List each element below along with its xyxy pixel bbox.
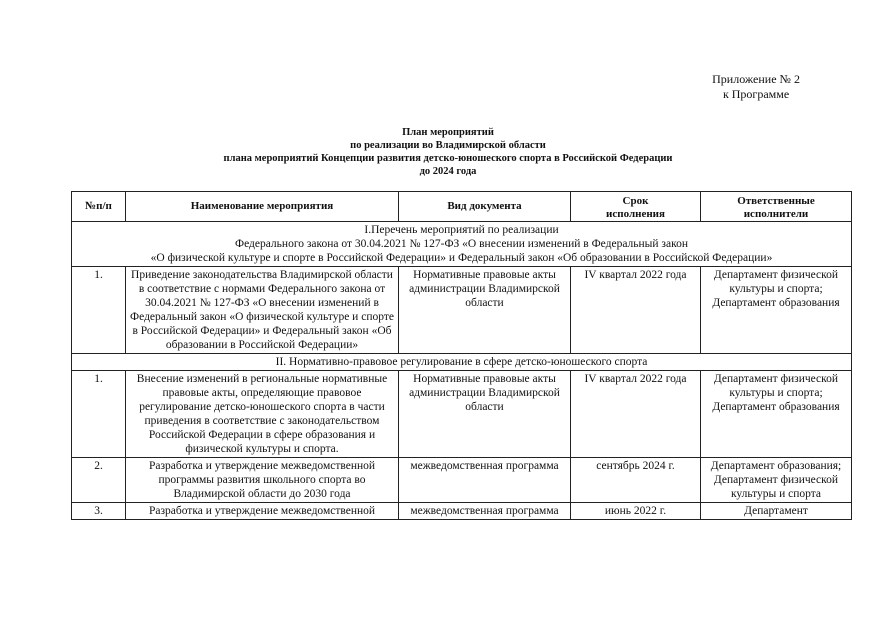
- row-resp: Департамент физической культуры и спорта; Департамент образования: [701, 267, 852, 354]
- appendix-line-2: к Программе: [722, 87, 790, 101]
- table-header-row: [72, 192, 852, 222]
- section-2-row: [72, 354, 852, 371]
- header-resp: Ответственные исполнители: [701, 192, 852, 222]
- header-num: №п/п: [72, 192, 126, 222]
- row-name: Разработка и утверждение межведомственной программы развития школьного спорта во Владимирской области до 2030 года: [126, 458, 399, 503]
- row-doc: Нормативные правовые акты администрации Владимирской области: [399, 267, 571, 354]
- row-resp: Департамент: [701, 503, 852, 520]
- row-num: 3.: [72, 503, 126, 520]
- table-row: [72, 371, 852, 458]
- row-resp: Департамент физической культуры и спорта; Департамент образования: [701, 371, 852, 458]
- row-doc: межведомственная программа: [399, 503, 571, 520]
- row-resp: Департамент образования; Департамент физической культуры и спорта: [701, 458, 852, 503]
- document-title: [0, 126, 896, 178]
- table-row: [72, 267, 852, 354]
- table-row: [72, 458, 852, 503]
- table-row: [72, 503, 852, 520]
- header-term: Срок исполнения: [571, 192, 701, 222]
- appendix-label: [712, 72, 800, 102]
- plan-table: [71, 191, 852, 520]
- section-2-title: II. Нормативно-правовое регулирование в сфере детско-юношеского спорта: [72, 354, 852, 371]
- row-doc: межведомственная программа: [399, 458, 571, 503]
- row-name: Разработка и утверждение межведомственной: [126, 503, 399, 520]
- header-doc: Вид документа: [399, 192, 571, 222]
- title-line-4: до 2024 года: [419, 166, 477, 177]
- row-num: 1.: [72, 371, 126, 458]
- row-term: сентябрь 2024 г.: [571, 458, 701, 503]
- row-term: IV квартал 2022 года: [571, 267, 701, 354]
- section-1-title: I.Перечень мероприятий по реализации Федерального закона от 30.04.2021 № 127-ФЗ «О внесении изменений в Федеральный закон «О физической культуре и спорте в Российской Федерации» и Федеральный закон «Об образовании в Российской Федерации»: [72, 222, 852, 267]
- row-doc: Нормативные правовые акты администрации Владимирской области: [399, 371, 571, 458]
- row-term: IV квартал 2022 года: [571, 371, 701, 458]
- row-num: 2.: [72, 458, 126, 503]
- section-1-row: [72, 222, 852, 267]
- row-num: 1.: [72, 267, 126, 354]
- header-name: Наименование мероприятия: [126, 192, 399, 222]
- row-term: июнь 2022 г.: [571, 503, 701, 520]
- appendix-line-1: Приложение № 2: [712, 72, 800, 86]
- title-line-3: плана мероприятий Концепции развития детско-юношеского спорта в Российской Федерации: [223, 153, 673, 164]
- title-line-2: по реализации во Владимирской области: [350, 140, 546, 151]
- row-name: Внесение изменений в региональные нормативные правовые акты, определяющие правовое регулирование детско-юношеского спорта в части приведения в соответствие с законодательством Российской Федерации в сфере образования и физической культуры и спорта.: [126, 371, 399, 458]
- row-name: Приведение законодательства Владимирской области в соответствие с нормами Федерального закона от 30.04.2021 № 127-ФЗ «О внесении изменений в Федеральный закон «О физической культуре и спорте в Российской Федерации» и Федеральный закон «Об образовании в Российской Федерации»: [126, 267, 399, 354]
- title-line-1: План мероприятий: [402, 127, 494, 138]
